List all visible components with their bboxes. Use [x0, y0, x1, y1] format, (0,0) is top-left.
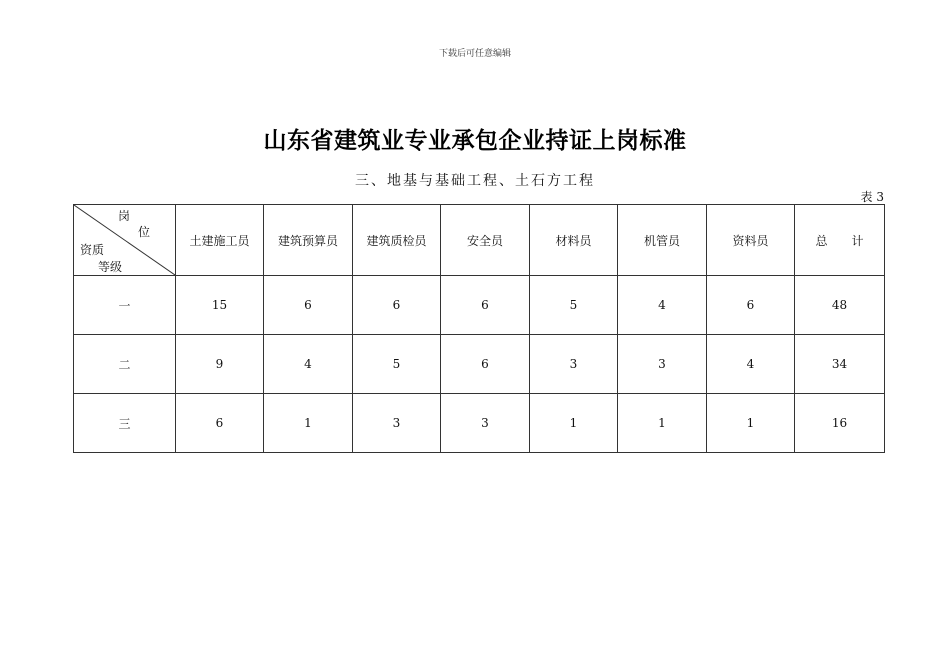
corner-header-cell: [74, 205, 176, 276]
corner-label-post-2: 位: [138, 225, 151, 239]
table-row: [74, 276, 885, 335]
table-label: 表 3: [860, 190, 884, 204]
total-cell: 16: [795, 394, 885, 453]
column-header-quality-inspector: 建筑质检员: [353, 205, 441, 276]
table-cell: 1: [530, 394, 618, 453]
table-cell: 1: [264, 394, 353, 453]
document-subtitle: 三、地基与基础工程、土石方工程: [355, 173, 595, 189]
table-cell: 4: [707, 335, 795, 394]
total-cell: 34: [795, 335, 885, 394]
table-cell: 6: [176, 394, 264, 453]
table-header-row: [74, 205, 885, 276]
document-title: 山东省建筑业专业承包企业持证上岗标准: [263, 127, 687, 154]
table-cell: 9: [176, 335, 264, 394]
table-cell: 6: [264, 276, 353, 335]
header-note: 下载后可任意编辑: [438, 49, 511, 59]
table-cell: 5: [530, 276, 618, 335]
table-cell: 6: [353, 276, 441, 335]
column-header-materials: 材料员: [530, 205, 618, 276]
table-cell: 5: [353, 335, 441, 394]
table-cell: 1: [707, 394, 795, 453]
table-cell: 4: [618, 276, 707, 335]
total-cell: 48: [795, 276, 885, 335]
table-row: [74, 394, 885, 453]
staffing-standard-table: [73, 204, 885, 453]
grade-cell: 二: [74, 335, 176, 394]
table-cell: 1: [618, 394, 707, 453]
corner-label-qualification: 资质: [80, 243, 105, 257]
grade-cell: 一: [74, 276, 176, 335]
column-header-civil-construction: 土建施工员: [176, 205, 264, 276]
table-row: [74, 335, 885, 394]
column-header-safety: 安全员: [441, 205, 530, 276]
table-cell: 4: [264, 335, 353, 394]
grade-cell: 三: [74, 394, 176, 453]
corner-label-grade: 等级: [98, 260, 123, 274]
corner-label-post-1: 岗: [118, 209, 131, 223]
column-header-budget: 建筑预算员: [264, 205, 353, 276]
table-cell: 3: [618, 335, 707, 394]
column-header-total: 总 计: [795, 205, 885, 276]
table-cell: 6: [441, 276, 530, 335]
table-cell: 6: [707, 276, 795, 335]
column-header-documents: 资料员: [707, 205, 795, 276]
table-cell: 3: [441, 394, 530, 453]
table-cell: 6: [441, 335, 530, 394]
table-cell: 3: [530, 335, 618, 394]
table-cell: 3: [353, 394, 441, 453]
table-cell: 15: [176, 276, 264, 335]
column-header-machinery: 机管员: [618, 205, 707, 276]
